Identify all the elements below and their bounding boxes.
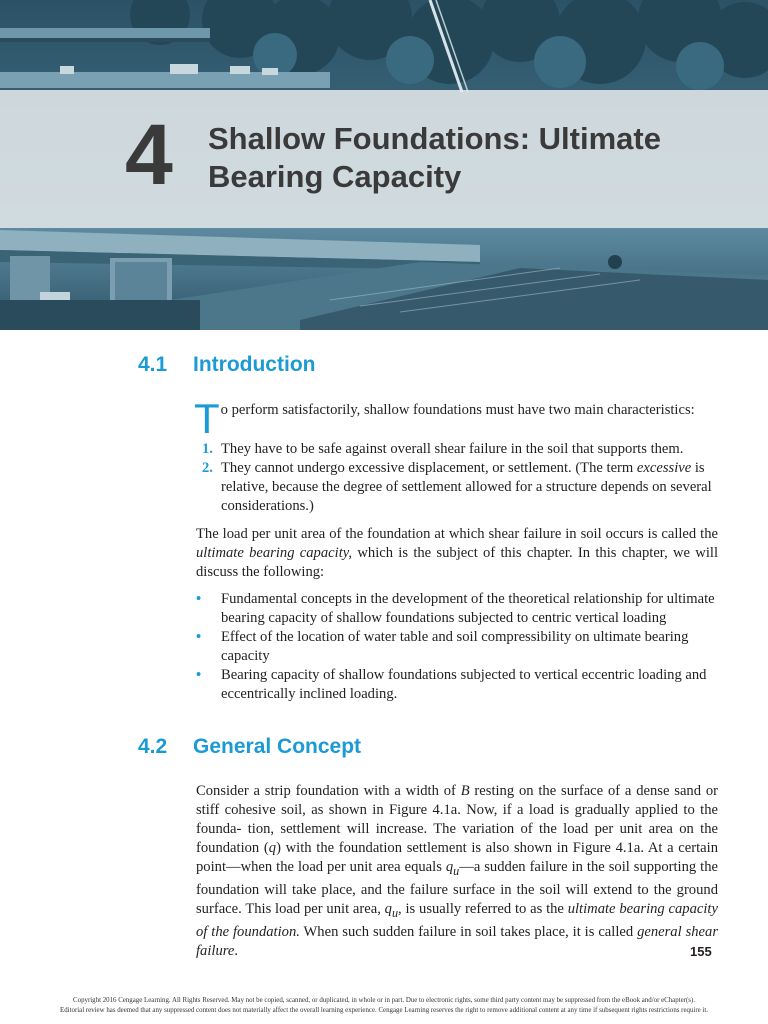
list-item	[196, 459, 718, 516]
bullet-text: Bearing capacity of shallow foundations subjected to vertical eccentric loading and eccentrically inclined loading.	[221, 667, 707, 702]
text-run: They cannot undergo excessive displacement, or settlement. (The term	[221, 460, 637, 476]
symbol-qu	[445, 859, 460, 878]
text-run: .	[234, 942, 239, 959]
emphasis-ultimate-bearing-capacity: ultimate bearing capacity,	[196, 545, 353, 561]
page-number: 155	[690, 944, 712, 959]
symbol-subscript: u	[391, 905, 399, 920]
section-title: Introduction	[193, 353, 316, 376]
chapter-title	[208, 120, 748, 196]
list-item	[196, 440, 718, 459]
text-run: is relative, because the degree of settlement allowed for a structure depends on several considerations.)	[221, 460, 712, 514]
list-number: 1.	[202, 441, 213, 457]
copyright-line: Copyright 2016 Cengage Learning. All Rights Reserved. May not be copied, scanned, or duplicated, in whole or in part. Due to electronic rights, some third party content may be suppressed from the eBook and/or eChapter(s).	[73, 997, 695, 1004]
definition-paragraph	[196, 525, 718, 582]
bullet-icon: •	[196, 591, 202, 607]
emphasis-general-shear-failure: general shear failure	[196, 923, 718, 959]
bullet-item	[196, 666, 718, 704]
section-number: 4.1	[138, 353, 168, 376]
chapter-title-line-2: Bearing Capacity	[208, 159, 462, 194]
symbol-B: B	[460, 783, 470, 799]
text-run: The load per unit area of the foundation at which shear failure in soil occurs is called the	[196, 526, 718, 542]
copyright-line: Editorial review has deemed that any suppressed content does not materially affect the overall learning experience. Cengage Learning reserves the right to remove additional content at any time if subsequent rights restrictions require it.	[60, 1007, 708, 1014]
symbol-base: q	[445, 859, 454, 875]
topics-bullet-list	[196, 590, 718, 704]
bullet-icon: •	[196, 629, 202, 645]
text-run: When such sudden failure in soil takes place, it is called	[299, 923, 638, 940]
copyright-notice	[20, 996, 748, 1016]
text-run: , is usually referred to as the	[398, 900, 568, 917]
list-item-text: They have to be safe against overall shear failure in the soil that supports them.	[221, 441, 684, 457]
text-run: which is the subject of this chapter. In this chapter, we will discuss the following:	[196, 545, 718, 580]
bullet-item	[196, 628, 718, 666]
symbol-subscript: u	[453, 863, 460, 878]
general-concept-paragraph	[196, 782, 718, 961]
intro-paragraph	[194, 395, 718, 442]
section-heading-general-concept	[138, 735, 361, 759]
section-heading-introduction	[138, 353, 315, 377]
bullet-text: Fundamental concepts in the development of the theoretical relationship for ultimate bearing capacity of shallow foundations subjected to centric vertical loading	[221, 591, 715, 626]
bullet-icon: •	[196, 667, 202, 683]
drop-cap: T	[194, 395, 220, 442]
chapter-title-line-1: Shallow Foundations: Ultimate	[208, 121, 661, 156]
chapter-number: 4	[125, 107, 171, 203]
emphasis-excessive: excessive	[636, 460, 692, 476]
text-run: Consider a strip foundation with a width of	[196, 783, 461, 799]
section-title: General Concept	[193, 735, 362, 758]
list-number: 2.	[202, 460, 213, 476]
text-run: —a sudden failure in the soil supporting the foundation will take place, and the failure surface in the soil will extend to the ground surface. This load per unit area,	[196, 859, 719, 917]
bullet-item	[196, 590, 718, 628]
bullet-text: Effect of the location of water table and soil compressibility on ultimate bearing capacity	[221, 629, 689, 664]
symbol-base: q	[384, 900, 392, 917]
symbol-qu	[384, 900, 399, 920]
intro-text: o perform satisfactorily, shallow foundations must have two main characteristics:	[220, 402, 695, 418]
emphasis-ultimate-bearing-capacity: ultimate bearing capacity of the foundation.	[196, 900, 718, 940]
list-item-text	[221, 460, 712, 514]
symbol-q: q	[268, 840, 277, 856]
text-run: ) with the foundation settlement is also shown in Figure 4.1a. At a certain point—when the load per unit area equals	[196, 840, 718, 875]
section-number: 4.2	[138, 735, 168, 758]
chapter-banner-photo	[0, 0, 768, 330]
text-run: resting on the surface of a dense sand or stiff cohesive soil, as shown in Figure 4.1a. Now, if a load is gradually applied to the founda- tion, settlement will increase. The variation of the load per unit area on the foundation (	[196, 783, 718, 856]
characteristics-list	[196, 440, 718, 516]
